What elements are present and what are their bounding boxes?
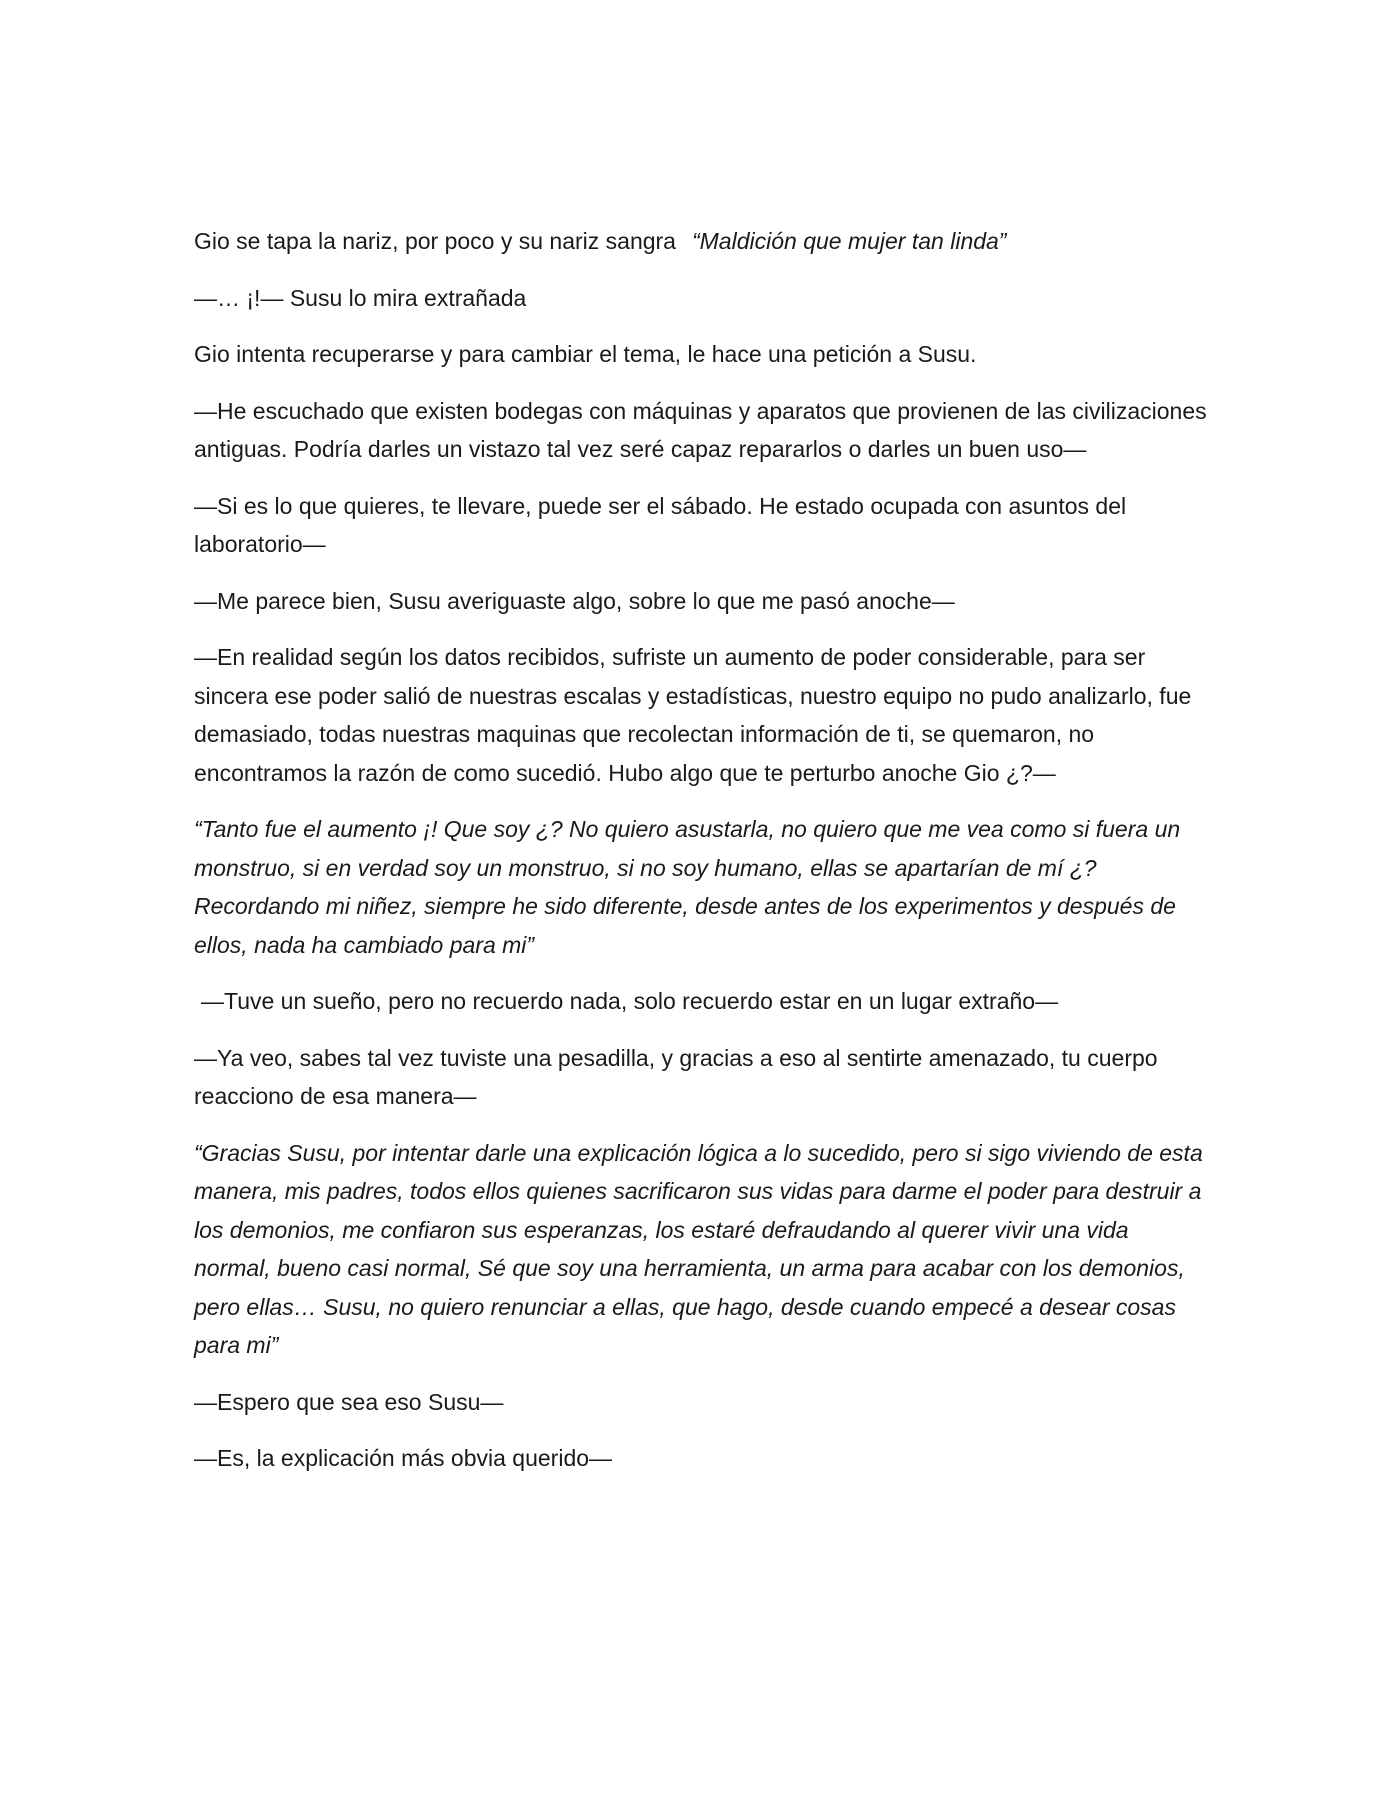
paragraph-4: —He escuchado que existen bodegas con máquinas y aparatos que provienen de las civilizaciones antiguas. Podría darles un vistazo tal vez seré capaz repararlos o darles un buen uso—: [194, 397, 1207, 462]
thought-paragraph-1: “Tanto fue el aumento ¡! Que soy ¿? No quiero asustarla, no quiero que me vea como si fuera un monstruo, si en verdad soy un monstruo, si no soy humano, ellas se apartarían de mí ¿? Recordando mi niñez, siempre he sido diferente, desde antes de los experimentos y después de ellos, nada ha cambiado para mi”: [194, 816, 1181, 958]
paragraph-12: —Espero que sea eso Susu—: [194, 1388, 504, 1415]
document-body: [194, 222, 1210, 1496]
paragraph-2: —… ¡!— Susu lo mira extrañada: [194, 284, 527, 311]
thought-paragraph-2: “Gracias Susu, por intentar darle una explicación lógica a lo sucedido, pero si sigo viviendo de esta manera, mis padres, todos ellos quienes sacrificaron sus vidas para darme el poder para destruir a los demonios, me confiaron sus esperanzas, los estaré defraudando al querer vivir una vida normal, bueno casi normal, Sé que soy una herramienta, un arma para acabar con los demonios, pero ellas… Susu, no quiero renunciar a ellas, que hago, desde cuando empecé a desear cosas para mi”: [194, 1139, 1203, 1358]
paragraph-13: —Es, la explicación más obvia querido—: [194, 1445, 613, 1471]
paragraph-1-text: Gio se tapa la nariz, por poco y su nariz sangra: [194, 228, 676, 254]
paragraph-7: —En realidad según los datos recibidos, sufriste un aumento de poder considerable, para ser sincera ese poder salió de nuestras escalas y estadísticas, nuestro equipo no pudo analizarlo, fue demasiado, todas nuestras maquinas que recolectan información de ti, se quemaron, no encontramos la razón de como sucedió. Hubo algo que te perturbo anoche Gio ¿?—: [194, 644, 1192, 786]
paragraph-10: —Ya veo, sabes tal vez tuviste una pesadilla, y gracias a eso al sentirte amenazado, tu cuerpo reacciono de esa manera—: [194, 1044, 1158, 1109]
paragraph-1: [194, 222, 1210, 261]
paragraph-6: —Me parece bien, Susu averiguaste algo, sobre lo que me pasó anoche—: [194, 587, 955, 614]
paragraph-9: —Tuve un sueño, pero no recuerdo nada, solo recuerdo estar en un lugar extraño—: [201, 988, 1059, 1014]
paragraph-3: Gio intenta recuperarse y para cambiar el tema, le hace una petición a Susu.: [194, 341, 977, 367]
paragraph-5: —Si es lo que quieres, te llevare, puede ser el sábado. He estado ocupada con asuntos del laboratorio—: [194, 492, 1127, 557]
paragraph-1-thought: “Maldición que mujer tan linda”: [691, 228, 1007, 254]
